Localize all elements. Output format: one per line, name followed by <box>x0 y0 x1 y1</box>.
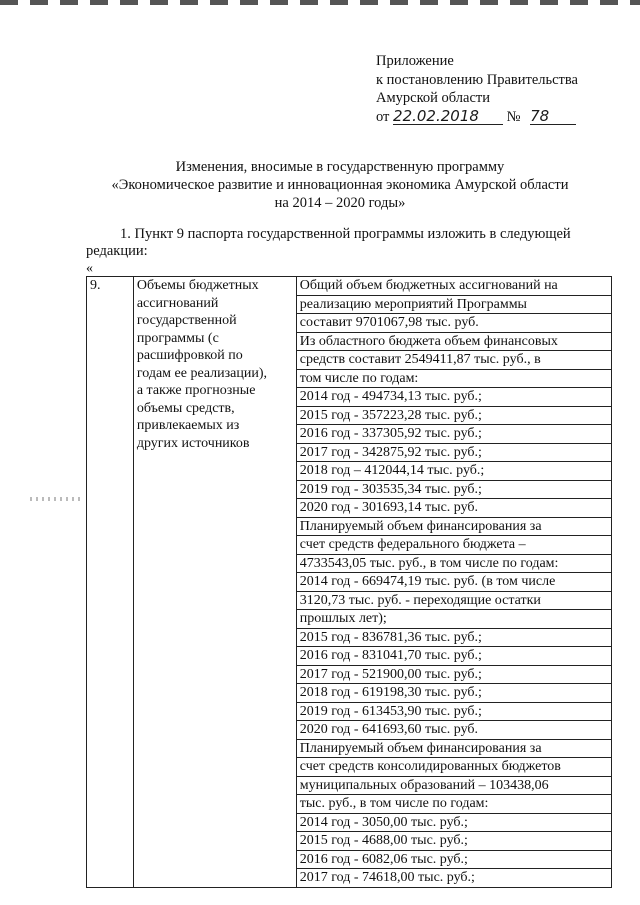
appendix-date-line <box>376 108 578 127</box>
value-line: 2014 год - 494734,13 тыс. руб.; <box>297 388 611 407</box>
value-line: 2016 год - 831041,70 тыс. руб.; <box>297 647 611 666</box>
value-line: счет средств федерального бюджета – <box>297 536 611 555</box>
value-line: 2017 год - 342875,92 тыс. руб.; <box>297 444 611 463</box>
value-line: 2019 год - 613453,90 тыс. руб.; <box>297 703 611 722</box>
value-line: Общий объем бюджетных ассигнований на <box>297 277 611 296</box>
paragraph-text-1: 1. Пункт 9 паспорта государственной программы изложить в следующей <box>120 226 571 242</box>
name-line: а также прогнозные <box>136 383 256 398</box>
value-line: Планируемый объем финансирования за <box>297 740 611 759</box>
name-line: государственной <box>136 313 237 328</box>
appendix-title: Приложение <box>376 53 454 69</box>
value-line: счет средств консолидированных бюджетов <box>297 758 611 777</box>
value-line: 3120,73 тыс. руб. - переходящие остатки <box>297 592 611 611</box>
row-value <box>297 277 611 887</box>
row-number-cell <box>87 277 134 888</box>
appendix-region-line: Амурской области <box>376 90 490 106</box>
handwritten-number: 78 <box>530 108 576 125</box>
row-value-cell <box>296 277 611 888</box>
title-line-2: «Экономическое развитие и инновационная экономика Амурской области <box>111 177 569 193</box>
amendment-paragraph <box>86 226 610 260</box>
value-line: 2018 год – 412044,14 тыс. руб.; <box>297 462 611 481</box>
name-line: расшифровкой по <box>136 348 243 363</box>
name-line: Объемы бюджетных <box>136 278 259 293</box>
value-line: 2016 год - 6082,06 тыс. руб.; <box>297 851 611 870</box>
scan-edge-artifact <box>0 0 640 5</box>
value-line: 2020 год - 641693,60 тыс. руб. <box>297 721 611 740</box>
value-line: 2018 год - 619198,30 тыс. руб.; <box>297 684 611 703</box>
row-name <box>137 277 296 452</box>
row-name-cell <box>133 277 296 888</box>
value-line: 2014 год - 669474,19 тыс. руб. (в том числе <box>297 573 611 592</box>
row-number: 9. <box>90 278 101 293</box>
appendix-block <box>376 52 578 126</box>
name-line: программы (с <box>136 330 219 346</box>
appendix-resolution-line: к постановлению Правительства <box>376 71 578 88</box>
value-line: 2015 год - 4688,00 тыс. руб.; <box>297 832 611 851</box>
value-line: 2019 год - 303535,34 тыс. руб.; <box>297 481 611 500</box>
value-line: 2017 год - 74618,00 тыс. руб.; <box>299 870 475 885</box>
value-line: составит 9701067,98 тыс. руб. <box>297 314 611 333</box>
value-line: реализацию мероприятий Программы <box>297 296 611 315</box>
name-line: привлекаемых из <box>136 418 240 433</box>
value-line: 2017 год - 521900,00 тыс. руб.; <box>297 666 611 685</box>
value-line: 2020 год - 301693,14 тыс. руб. <box>297 499 611 518</box>
value-line: тыс. руб., в том числе по годам: <box>297 795 611 814</box>
value-line: 2015 год - 836781,36 тыс. руб.; <box>297 629 611 648</box>
value-line: том числе по годам: <box>297 370 611 389</box>
scan-specks <box>30 497 80 501</box>
paragraph-line-2: редакции: <box>86 243 148 259</box>
document-title <box>60 158 620 212</box>
title-line-1: Изменения, вносимые в государственную программу <box>175 159 505 175</box>
value-line: 4733543,05 тыс. руб., в том числе по годам: <box>297 555 611 574</box>
value-line: Из областного бюджета объем финансовых <box>297 333 611 352</box>
paragraph-line-1 <box>86 226 610 243</box>
number-label: № <box>506 108 521 125</box>
value-line: прошлых лет); <box>297 610 611 629</box>
from-label: от <box>376 108 390 125</box>
value-line: муниципальных образований – 103438,06 <box>297 777 611 796</box>
name-line: годам ее реализации), <box>136 365 268 381</box>
value-line: средств составит 2549411,87 тыс. руб., в <box>297 351 611 370</box>
table-row <box>87 277 612 888</box>
opening-quote: « <box>86 261 93 276</box>
program-table <box>86 276 612 888</box>
value-line: 2015 год - 357223,28 тыс. руб.; <box>297 407 611 426</box>
name-line: ассигнований <box>136 295 219 311</box>
value-line: 2016 год - 337305,92 тыс. руб.; <box>297 425 611 444</box>
value-line: Планируемый объем финансирования за <box>297 518 611 537</box>
handwritten-date: 22.02.2018 <box>393 108 503 125</box>
name-line: других источников <box>136 435 250 451</box>
name-line: объемы средств, <box>136 400 235 416</box>
value-line: 2014 год - 3050,00 тыс. руб.; <box>297 814 611 833</box>
title-line-3: на 2014 – 2020 годы» <box>274 195 406 211</box>
